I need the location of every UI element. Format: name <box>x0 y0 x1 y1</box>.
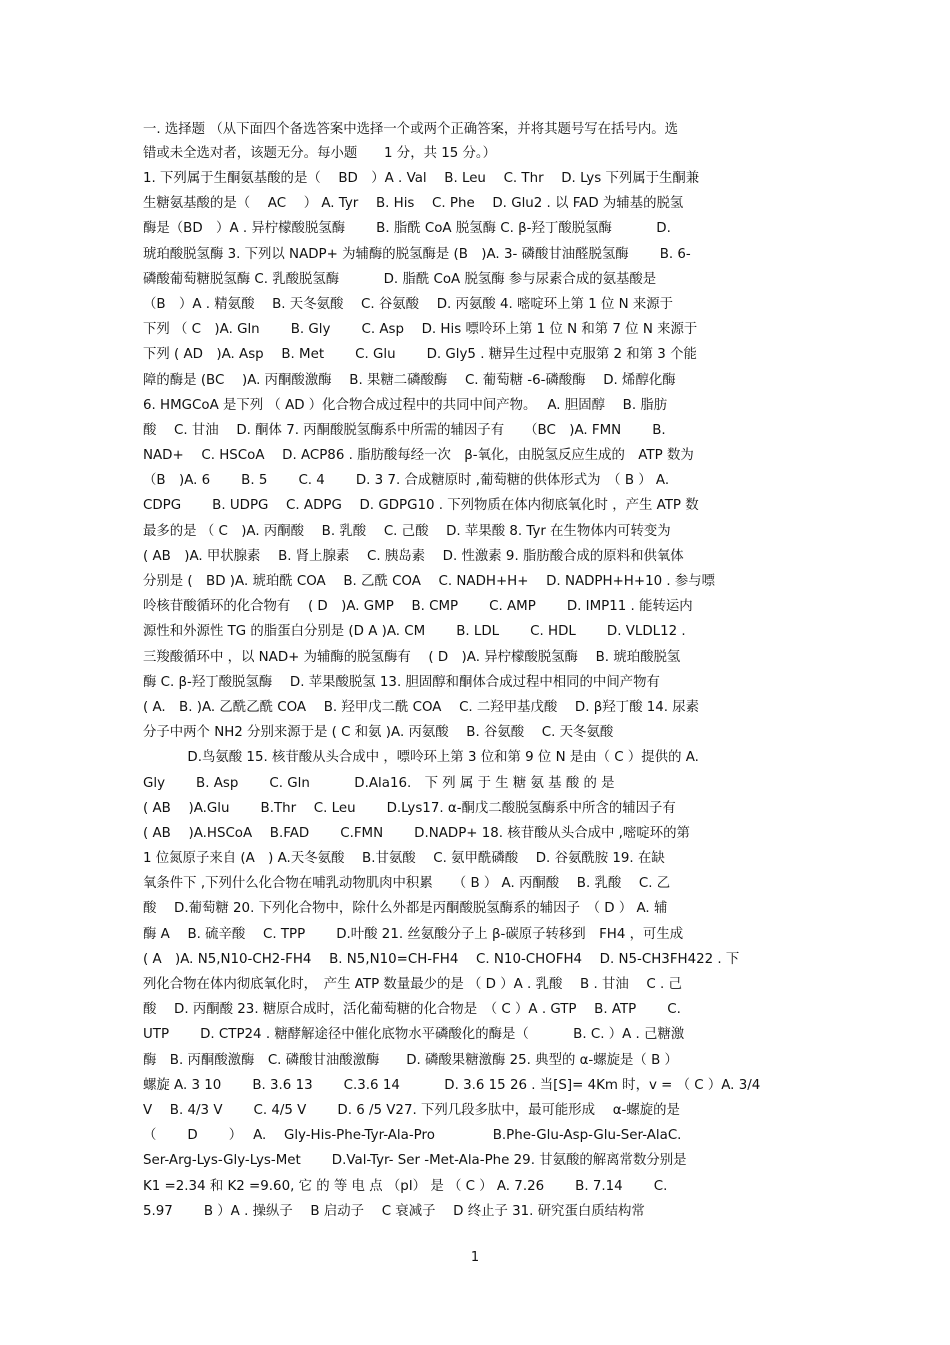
text-line: NAD+ C. HSCoA D. ACP86 . 脂肪酸每经一次 β-氧化，由脱氢反应生成的 ATP 数为 <box>143 448 694 464</box>
text-line: 5.97 B ）A . 操纵子 B 启动子 C 衰减子 D 终止子 31. 研究蛋白质结构常 <box>143 1203 645 1219</box>
text-line: 1 位氮原子来自 (A ) A.天冬氨酸 B.甘氨酸 C. 氨甲酰磷酸 D. 谷氨酰胺 19. 在缺 <box>143 851 665 867</box>
text-line: 酶 B. 丙酮酸激酶 C. 磷酸甘油酸激酶 D. 磷酸果糖激酶 25. 典型的 α-螺旋是（ B ） <box>143 1052 678 1068</box>
text-line: 酸 D.葡萄糖 20. 下列化合物中，除什么外都是丙酮酸脱氢酶系的辅因子 （ D ） A. 辅 <box>143 901 668 917</box>
text-line: K1 =2.34 和 K2 =9.60, 它 的 等 电 点 （pI） 是 （ C ） A. 7.26 B. 7.14 C. <box>143 1178 668 1194</box>
text-line: ( AB )A. 甲状腺素 B. 肾上腺素 C. 胰岛素 D. 性激素 9. 脂肪酸合成的原料和供氧体 <box>143 548 684 564</box>
text-line: 源性和外源性 TG 的脂蛋白分别是 (D A )A. CM B. LDL C. HDL D. VLDL12 . <box>143 624 686 640</box>
text-line: ( A. B. )A. 乙酰乙酰 COA B. 羟甲戊二酰 COA C. 二羟甲基戊酸 D. β羟丁酸 14. 尿素 <box>143 699 700 715</box>
text-line: （ D ） A. Gly-His-Phe-Tyr-Ala-Pro B.Phe-Glu-Asp-Glu-Ser-AlaC. <box>143 1128 682 1144</box>
text-line: 障的酶是 (BC )A. 丙酮酸激酶 B. 果糖二磷酸酶 C. 葡萄糖 -6-磷酸酶 D. 烯醇化酶 <box>143 372 676 388</box>
text-line: 6. HMGCoA 是下列 （ AD ）化合物合成过程中的共同中间产物。 A. 胆固醇 B. 脂肪 <box>143 397 668 413</box>
header-line-1: 一. 选择题 （从下面四个备选答案中选择一个或两个正确答案，并将其题号写在括号内。选 <box>143 122 679 137</box>
text-line: V B. 4/3 V C. 4/5 V D. 6 /5 V27. 下列几段多肽中，最可能形成 α-螺旋的是 <box>143 1102 680 1118</box>
text-line: 酶 A B. 硫辛酸 C. TPP D.叶酸 21. 丝氨酸分子上 β-碳原子转移到 FH4 ，可生成 <box>143 926 684 942</box>
text-line: 分子中两个 NH2 分别来源于是 ( C 和氨 )A. 丙氨酸 B. 谷氨酸 C. 天冬氨酸 <box>143 725 614 741</box>
section-header <box>143 118 808 166</box>
page-number: 1 <box>470 1250 480 1265</box>
text-line: 琥珀酸脱氢酶 3. 下列以 NADP+ 为辅酶的脱氢酶是 (B )A. 3- 磷酸甘油醛脱氢酶 B. 6- <box>143 246 691 262</box>
question-body <box>143 166 808 1224</box>
text-line: UTP D. CTP24 . 糖酵解途径中催化底物水平磷酸化的酶是（ B. C. ）A . 己糖激 <box>143 1027 685 1043</box>
text-line: Gly B. Asp C. Gln D.Ala16. 下 列 属 于 生 糖 氨 基 酸 的 是 <box>143 775 615 791</box>
document-page <box>143 118 808 1224</box>
text-line: 酸 D. 丙酮酸 23. 糖原合成时，活化葡萄糖的化合物是 （ C ）A . GTP B. ATP C. <box>143 1002 681 1018</box>
text-line: CDPG B. UDPG C. ADPG D. GDPG10 . 下列物质在体内彻底氧化时 ，产生 ATP 数 <box>143 498 699 514</box>
text-line: 1. 下列属于生酮氨基酸的是（ BD ）A . Val B. Leu C. Thr D. Lys 下列属于生酮兼 <box>143 171 700 186</box>
text-line: D.鸟氨酸 15. 核苷酸从头合成中 ，嘌呤环上第 3 位和第 9 位 N 是由（ C ）提供的 A. <box>143 750 699 766</box>
text-line: 螺旋 A. 3 10 B. 3.6 13 C.3.6 14 D. 3.6 15 26 . 当[S]= 4Km 时，v = （ C ）A. 3/4 <box>143 1077 761 1093</box>
text-line: ( AB )A.Glu B.Thr C. Leu D.Lys17. α-酮戊二酸脱氢酶系中所含的辅因子有 <box>143 800 676 816</box>
text-line: Ser-Arg-Lys-Gly-Lys-Met D.Val-Tyr- Ser -Met-Ala-Phe 29. 甘氨酸的解离常数分别是 <box>143 1153 687 1169</box>
text-line: 生糖氨基酸的是（ AC ） A. Tyr B. His C. Phe D. Glu2 . 以 FAD 为辅基的脱氢 <box>143 196 684 212</box>
text-line: （B )A. 6 B. 5 C. 4 D. 3 7. 合成糖原时 ,葡萄糖的供体形式为 （ B ） A. <box>143 473 670 489</box>
text-line: 呤核苷酸循环的化合物有 ( D )A. GMP B. CMP C. AMP D. IMP11 . 能转运内 <box>143 599 693 615</box>
text-line: 酶 C. β-羟丁酸脱氢酶 D. 苹果酸脱氢 13. 胆固醇和酮体合成过程中相同的中间产物有 <box>143 674 660 690</box>
text-line: 分别是 ( BD )A. 琥珀酰 COA B. 乙酰 COA C. NADH+H+ D. NADPH+H+10 . 参与嘌 <box>143 574 716 589</box>
text-line: ( A )A. N5,N10-CH2-FH4 B. N5,N10=CH-FH4 C. N10-CHOFH4 D. N5-CH3FH422 . 下 <box>143 951 740 967</box>
text-line: 氧条件下 ,下列什么化合物在哺乳动物肌肉中积累 （ B ） A. 丙酮酸 B. 乳酸 C. 乙 <box>143 876 671 892</box>
header-line-2: 错或未全选对者，该题无分。每小题 1 分，共 15 分。） <box>143 146 497 161</box>
text-line: 磷酸葡萄糖脱氢酶 C. 乳酸脱氢酶 D. 脂酰 CoA 脱氢酶 参与尿素合成的氨基酸是 <box>143 271 657 287</box>
text-line: 酸 C. 甘油 D. 酮体 7. 丙酮酸脱氢酶系中所需的辅因子有 （BC )A. FMN B. <box>143 422 666 438</box>
text-line: 下列 ( AD )A. Asp B. Met C. Glu D. Gly5 . 糖异生过程中克服第 2 和第 3 个能 <box>143 347 697 363</box>
text-line: （B ）A . 精氨酸 B. 天冬氨酸 C. 谷氨酸 D. 丙氨酸 4. 嘧啶环上第 1 位 N 来源于 <box>143 296 674 312</box>
text-line: 三羧酸循环中 ，以 NAD+ 为辅酶的脱氢酶有 ( D )A. 异柠檬酸脱氢酶 B. 琥珀酸脱氢 <box>143 649 681 665</box>
text-line: 酶是（BD ）A . 异柠檬酸脱氢酶 B. 脂酰 CoA 脱氢酶 C. β-羟丁酸脱氢酶 D. <box>143 221 671 237</box>
text-line: ( AB )A.HSCoA B.FAD C.FMN D.NADP+ 18. 核苷酸从头合成中 ,嘧啶环的第 <box>143 825 690 841</box>
text-line: 最多的是 （ C )A. 丙酮酸 B. 乳酸 C. 己酸 D. 苹果酸 8. Tyr 在生物体内可转变为 <box>143 523 671 539</box>
text-line: 列化合物在体内彻底氧化时， 产生 ATP 数量最少的是 （ D ）A . 乳酸 B . 甘油 C . 己 <box>143 977 682 992</box>
text-line: 下列 （ C )A. Gln B. Gly C. Asp D. His 嘌呤环上第 1 位 N 和第 7 位 N 来源于 <box>143 322 698 338</box>
